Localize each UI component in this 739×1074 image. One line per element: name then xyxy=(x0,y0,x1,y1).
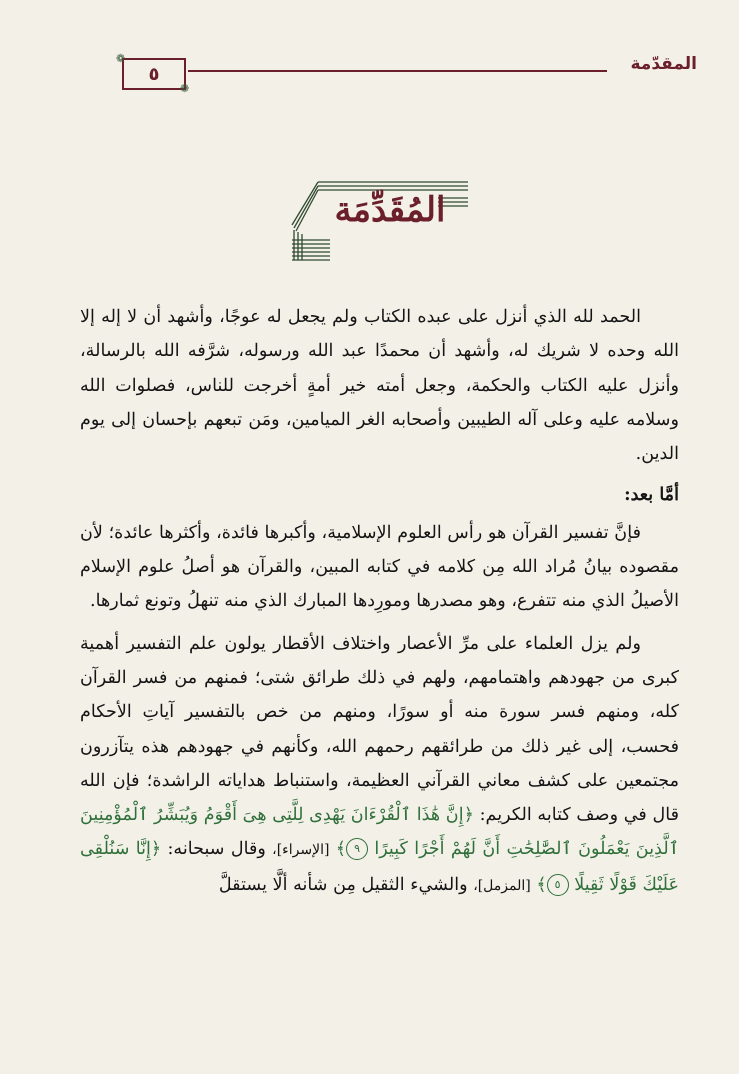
page-number-box xyxy=(122,58,186,90)
scholars-text: ولم يزل العلماء على مرِّ الأعصار واختلاف الأقطار يولون علم التفسير أهمية كبرى من جهودهم واهتمامهم، ولهم في ذلك طرائق شتى؛ فمنهم من فسر القرآن كله، ومنهم فسر سورة منه أو سورًا، ومنهم من خص بالتفسير آياتِ الأحكام فحسب، إلى غير ذلك من طرائقهم رحمهم الله، وكأنهم في جهودهم هذه يتآزرون مجتمعين على كشف معاني القرآني العظيمة، واستنباط هداياته الراشدة؛ فإن الله قال في وصف كتابه الكريم: xyxy=(80,633,680,826)
surah-reference: [الإسراء]، xyxy=(272,842,330,859)
ornament-icon: ❁ xyxy=(180,82,190,95)
connector-text: وقال سبحانه: xyxy=(167,839,266,860)
amma-bad-heading: أمَّا بعد: xyxy=(624,484,679,506)
paragraph-intro: الحمد لله الذي أنزل على عبده الكتاب ولم يجعل له عوجًا، وأشهد أن لا إله إلا الله وحده لا شريك له، وأشهد أن محمدًا عبد الله ورسوله، شرَّفه الله بالرسالة، وأنزل عليه الكتاب والحكمة، وجعل أمته خير أمةٍ أخرجت للناس، فصلوات الله وسلامه عليه وعلى آله الطيبين وأصحابه الغر الميامين، ومَن تبعهم بإحسان إلى يوم الدين. xyxy=(80,307,679,465)
main-text xyxy=(80,300,679,903)
ornament-icon: ❁ xyxy=(116,52,126,65)
page-number: ٥ xyxy=(148,63,160,85)
surah-reference: [المزمل]، xyxy=(473,877,531,894)
section-title: المقدّمة xyxy=(630,54,697,74)
quran-verse-muzzammil: ﴿إِنَّا سَنُلْقِى عَلَيْكَ قَوْلًا ثَقِيلًا xyxy=(80,839,679,895)
ayah-number: ٥ xyxy=(547,874,569,896)
header-rule xyxy=(188,70,607,72)
quran-verse-isra: ﴿إِنَّ هَٰذَا ٱلْقُرْءَانَ يَهْدِى لِلَّتِى هِىَ أَقْوَمُ وَيُبَشِّرُ ٱلْمُؤْمِنِينَ ٱلَّذِينَ يَعْمَلُونَ ٱلصَّٰلِحَٰتِ أَنَّ لَهُمْ أَجْرًا كَبِيرًا xyxy=(80,805,679,860)
quran-close-bracket: ﴾ xyxy=(536,874,547,895)
chapter-title: المُقَدِّمَة xyxy=(334,190,446,230)
closing-text: والشيء الثقيل مِن شأنه ألَّا يستقلَّ xyxy=(218,874,468,895)
ayah-number: ٩ xyxy=(346,838,368,860)
paragraph-scholars xyxy=(80,627,679,903)
running-header xyxy=(96,46,697,96)
quran-close-bracket: ﴾ xyxy=(335,839,347,860)
paragraph-tafsir: فإنَّ تفسير القرآن هو رأس العلوم الإسلامية، وأكبرها فائدة، وأكثرها عائدة؛ لأن مقصوده بيانُ مُراد الله مِن كلامه في كتابه المبين، والقرآن هو أصلُ علوم الإسلام الأصيلُ الذي منه تتفرع، وهو مصدرها ومورِدها المبارك الذي منه تنهلُ وتونع ثمارها. xyxy=(80,522,679,612)
